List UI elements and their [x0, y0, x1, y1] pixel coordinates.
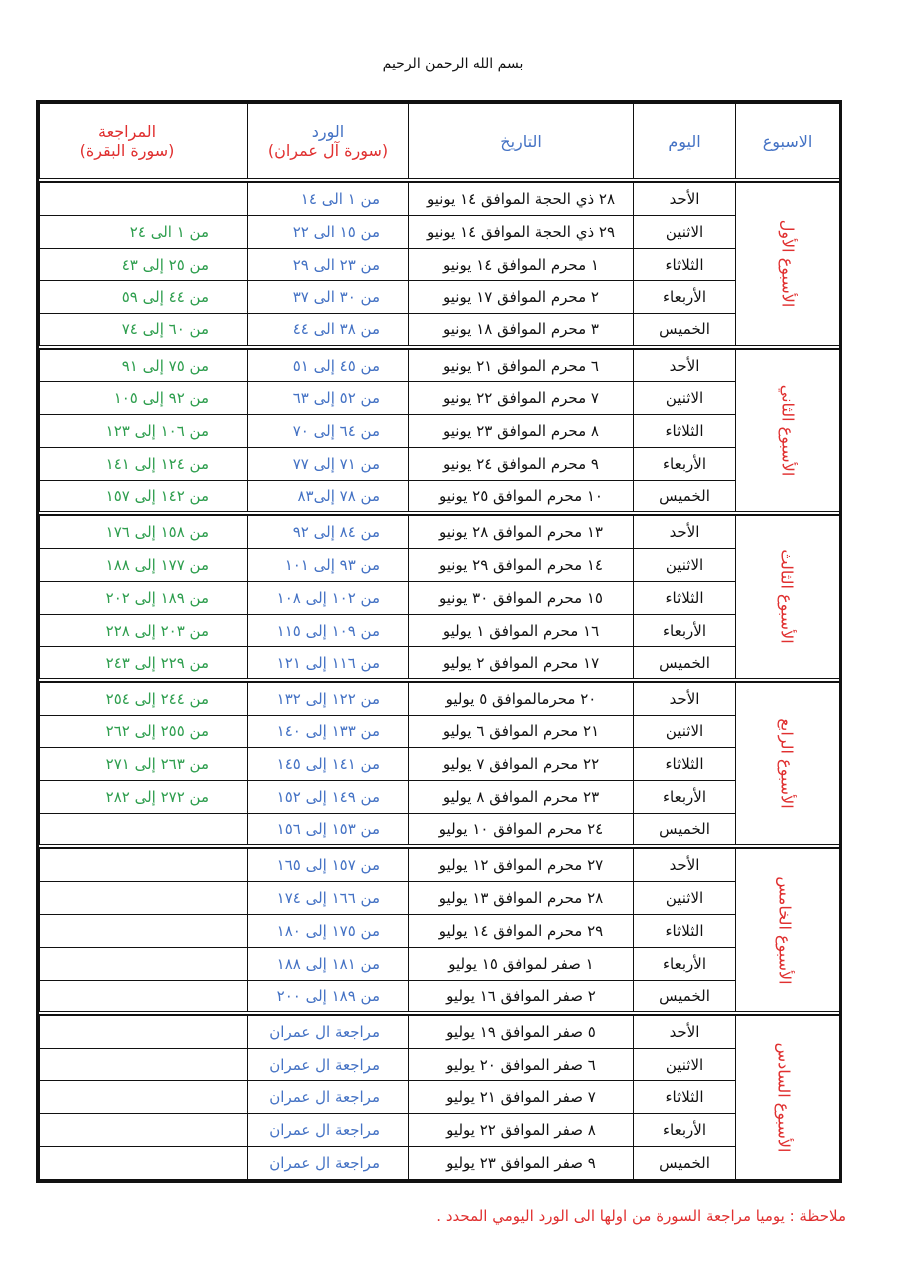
review-cell: من ٢٢٩ إلى ٢٤٣ [40, 647, 248, 680]
wird-cell: من ١٥٣ إلى ١٥٦ [248, 813, 409, 846]
footnote: ملاحظة : يوميا مراجعة السورة من اولها الى الورد اليومي المحدد . [436, 1207, 846, 1225]
table-row [40, 581, 840, 614]
review-cell [40, 1147, 248, 1180]
date-cell: ١٧ محرم الموافق ٢ يوليو [409, 647, 634, 680]
day-cell: الخميس [634, 813, 736, 846]
review-cell [40, 849, 248, 882]
review-cell: من ١٧٧ إلى ١٨٨ [40, 548, 248, 581]
table-row [40, 415, 840, 448]
review-cell [40, 914, 248, 947]
day-cell: الثلاثاء [634, 1081, 736, 1114]
week-label-cell [736, 183, 840, 347]
header-day: اليوم [634, 104, 736, 181]
week-label: الأسبوع الخامس [775, 875, 795, 985]
wird-cell: من ١٤٩ إلى ١٥٢ [248, 781, 409, 814]
table-row [40, 715, 840, 748]
table-row [40, 682, 840, 715]
date-cell: ٢٨ محرم الموافق ١٣ يوليو [409, 882, 634, 915]
table-row [40, 314, 840, 347]
review-cell [40, 947, 248, 980]
review-cell [40, 183, 248, 216]
date-cell: ٢٤ محرم الموافق ١٠ يوليو [409, 813, 634, 846]
review-cell: من ٢٤٤ إلى ٢٥٤ [40, 682, 248, 715]
date-cell: ٦ صفر الموافق ٢٠ يوليو [409, 1048, 634, 1081]
review-cell: من ١٤٢ إلى ١٥٧ [40, 480, 248, 513]
date-cell: ٢ محرم الموافق ١٧ يونيو [409, 281, 634, 314]
table-row [40, 647, 840, 680]
day-cell: الأحد [634, 682, 736, 715]
wird-cell: من ٧٨ إلى٨٣ [248, 480, 409, 513]
wird-cell: من ٥٢ إلى ٦٣ [248, 382, 409, 415]
date-cell: ١٠ محرم الموافق ٢٥ يونيو [409, 480, 634, 513]
wird-cell: من ١١٦ إلى ١٢١ [248, 647, 409, 680]
review-cell [40, 813, 248, 846]
table-row [40, 781, 840, 814]
review-cell [40, 1048, 248, 1081]
table-row [40, 448, 840, 481]
table-row [40, 248, 840, 281]
review-cell: من ٧٥ إلى ٩١ [40, 349, 248, 382]
wird-cell: مراجعة ال عمران [248, 1048, 409, 1081]
wird-cell: من ١٦٦ إلى ١٧٤ [248, 882, 409, 915]
table-row [40, 1114, 840, 1147]
review-cell [40, 882, 248, 915]
day-cell: الأحد [634, 349, 736, 382]
date-cell: ١٤ محرم الموافق ٢٩ يونيو [409, 548, 634, 581]
review-cell: من ٩٢ إلى ١٠٥ [40, 382, 248, 415]
week-label-cell [736, 516, 840, 680]
table-row [40, 516, 840, 549]
week-label: الأسبوع الأول [778, 220, 797, 308]
day-cell: الثلاثاء [634, 248, 736, 281]
day-cell: الاثنين [634, 382, 736, 415]
day-cell: الخميس [634, 480, 736, 513]
table-row [40, 215, 840, 248]
day-cell: الثلاثاء [634, 748, 736, 781]
date-cell: ٧ محرم الموافق ٢٢ يونيو [409, 382, 634, 415]
day-cell: الأربعاء [634, 1114, 736, 1147]
header-review-label: المراجعة [97, 122, 157, 142]
day-cell: الاثنين [634, 215, 736, 248]
week-label-cell [736, 1015, 840, 1179]
review-cell [40, 1081, 248, 1114]
wird-cell: من ١٠٢ إلى ١٠٨ [248, 581, 409, 614]
wird-cell: من ٦٤ إلى ٧٠ [248, 415, 409, 448]
week-label: الأسبوع الثاني [777, 384, 797, 477]
day-cell: الاثنين [634, 1048, 736, 1081]
day-cell: الثلاثاء [634, 581, 736, 614]
wird-cell: من ١٤١ إلى ١٤٥ [248, 748, 409, 781]
week-label-cell [736, 682, 840, 846]
table-row [40, 813, 840, 846]
review-cell: من ١٠٦ إلى ١٢٣ [40, 415, 248, 448]
date-cell: ٢٧ محرم الموافق ١٢ يوليو [409, 849, 634, 882]
day-cell: الخميس [634, 1147, 736, 1180]
header-wird-label: الورد [311, 122, 345, 142]
review-cell: من ٢٥٥ إلى ٢٦٢ [40, 715, 248, 748]
review-cell: من ٢٥ إلى ٤٣ [40, 248, 248, 281]
day-cell: الأحد [634, 849, 736, 882]
bismillah-heading: بسم الله الرحمن الرحيم [382, 56, 524, 72]
table-row [40, 849, 840, 882]
date-cell: ٢٢ محرم الموافق ٧ يوليو [409, 748, 634, 781]
date-cell: ٦ محرم الموافق ٢١ يونيو [409, 349, 634, 382]
day-cell: الأربعاء [634, 448, 736, 481]
header-review [40, 104, 248, 181]
review-cell [40, 1015, 248, 1048]
header-week: الاسبوع [736, 104, 840, 181]
date-cell: ٢ صفر الموافق ١٦ يوليو [409, 980, 634, 1013]
table-row [40, 183, 840, 216]
day-cell: الأحد [634, 516, 736, 549]
day-cell: الأحد [634, 183, 736, 216]
day-cell: الأحد [634, 1015, 736, 1048]
table-row [40, 480, 840, 513]
wird-cell: من ١٥٧ إلى ١٦٥ [248, 849, 409, 882]
date-cell: ٢٣ محرم الموافق ٨ يوليو [409, 781, 634, 814]
table-row [40, 1015, 840, 1048]
wird-cell: مراجعة ال عمران [248, 1147, 409, 1180]
date-cell: ١٦ محرم الموافق ١ يوليو [409, 614, 634, 647]
table-row [40, 882, 840, 915]
day-cell: الأربعاء [634, 614, 736, 647]
wird-cell: من ١٣٣ إلى ١٤٠ [248, 715, 409, 748]
wird-cell: من ٤٥ إلى ٥١ [248, 349, 409, 382]
day-cell: الخميس [634, 314, 736, 347]
wird-cell: من ٨٤ إلى ٩٢ [248, 516, 409, 549]
day-cell: الثلاثاء [634, 415, 736, 448]
table-row [40, 980, 840, 1013]
table-row [40, 914, 840, 947]
date-cell: ٢٩ ذي الحجة الموافق ١٤ يونيو [409, 215, 634, 248]
table-row [40, 947, 840, 980]
wird-cell: مراجعة ال عمران [248, 1015, 409, 1048]
wird-cell: من ٩٣ إلى ١٠١ [248, 548, 409, 581]
date-cell: ٢٨ ذي الحجة الموافق ١٤ يونيو [409, 183, 634, 216]
date-cell: ٨ محرم الموافق ٢٣ يونيو [409, 415, 634, 448]
date-cell: ٨ صفر الموافق ٢٢ يوليو [409, 1114, 634, 1147]
wird-cell: من ١٨١ إلى ١٨٨ [248, 947, 409, 980]
date-cell: ٩ محرم الموافق ٢٤ يونيو [409, 448, 634, 481]
wird-cell: من ١٨٩ إلى ٢٠٠ [248, 980, 409, 1013]
day-cell: الأربعاء [634, 947, 736, 980]
review-cell: من ١ الى ٢٤ [40, 215, 248, 248]
wird-cell: مراجعة ال عمران [248, 1114, 409, 1147]
wird-cell: من ١٧٥ إلى ١٨٠ [248, 914, 409, 947]
week-label-cell [736, 349, 840, 513]
table-row [40, 748, 840, 781]
header-wird [248, 104, 409, 181]
day-cell: الخميس [634, 647, 736, 680]
review-cell [40, 980, 248, 1013]
header-date: التاريخ [409, 104, 634, 181]
date-cell: ١٣ محرم الموافق ٢٨ يونيو [409, 516, 634, 549]
review-cell: من ١٢٤ إلى ١٤١ [40, 448, 248, 481]
day-cell: الأربعاء [634, 281, 736, 314]
table-row [40, 349, 840, 382]
day-cell: الاثنين [634, 715, 736, 748]
review-cell: من ٤٤ إلى ٥٩ [40, 281, 248, 314]
schedule-table [36, 100, 842, 1183]
table-row [40, 1048, 840, 1081]
wird-cell: من ١ الى ١٤ [248, 183, 409, 216]
date-cell: ٥ صفر الموافق ١٩ يوليو [409, 1015, 634, 1048]
review-cell: من ٢٠٣ إلى ٢٢٨ [40, 614, 248, 647]
review-cell [40, 1114, 248, 1147]
table-header-row [40, 104, 840, 181]
header-wird-surah: (سورة آل عمران) [267, 141, 389, 161]
wird-cell: من ٧١ إلى ٧٧ [248, 448, 409, 481]
date-cell: ٢٠ محرمالموافق ٥ يوليو [409, 682, 634, 715]
wird-cell: من ٣٨ الى ٤٤ [248, 314, 409, 347]
wird-cell: من ١٥ الى ٢٢ [248, 215, 409, 248]
day-cell: الأربعاء [634, 781, 736, 814]
table-row [40, 1147, 840, 1180]
day-cell: الاثنين [634, 882, 736, 915]
wird-cell: من ١٢٢ إلى ١٣٢ [248, 682, 409, 715]
day-cell: الاثنين [634, 548, 736, 581]
table-row [40, 1081, 840, 1114]
week-label: الأسبوع الثالث [778, 549, 797, 645]
date-cell: ١ محرم الموافق ١٤ يونيو [409, 248, 634, 281]
date-cell: ٢١ محرم الموافق ٦ يوليو [409, 715, 634, 748]
day-cell: الخميس [634, 980, 736, 1013]
date-cell: ٩ صفر الموافق ٢٣ يوليو [409, 1147, 634, 1180]
date-cell: ١٥ محرم الموافق ٣٠ يونيو [409, 581, 634, 614]
wird-cell: من ٢٣ الى ٢٩ [248, 248, 409, 281]
week-label: الأسبوع الرابع [777, 718, 797, 809]
wird-cell: من ٣٠ الى ٣٧ [248, 281, 409, 314]
review-cell: من ١٨٩ إلى ٢٠٢ [40, 581, 248, 614]
review-cell: من ٢٦٣ إلى ٢٧١ [40, 748, 248, 781]
date-cell: ٣ محرم الموافق ١٨ يونيو [409, 314, 634, 347]
header-review-surah: (سورة البقرة) [79, 141, 175, 161]
wird-cell: مراجعة ال عمران [248, 1081, 409, 1114]
table-row [40, 614, 840, 647]
week-label-cell [736, 849, 840, 1013]
wird-cell: من ١٠٩ إلى ١١٥ [248, 614, 409, 647]
table-row [40, 548, 840, 581]
review-cell: من ٢٧٢ إلى ٢٨٢ [40, 781, 248, 814]
date-cell: ١ صفر لموافق ١٥ يوليو [409, 947, 634, 980]
date-cell: ٧ صفر الموافق ٢١ يوليو [409, 1081, 634, 1114]
date-cell: ٢٩ محرم الموافق ١٤ يوليو [409, 914, 634, 947]
table-row [40, 281, 840, 314]
table-row [40, 382, 840, 415]
review-cell: من ٦٠ إلى ٧٤ [40, 314, 248, 347]
day-cell: الثلاثاء [634, 914, 736, 947]
week-label: الأسبوع السادس [774, 1042, 794, 1153]
review-cell: من ١٥٨ إلى ١٧٦ [40, 516, 248, 549]
